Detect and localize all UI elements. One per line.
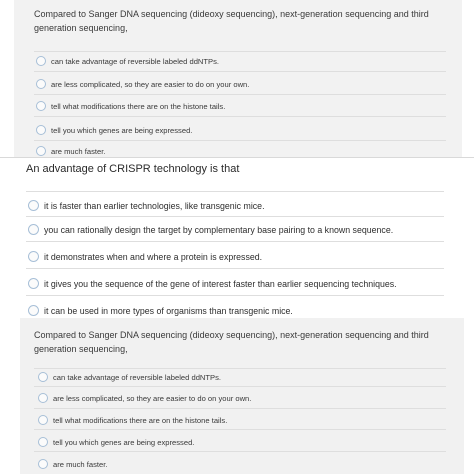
radio-button[interactable] <box>36 56 46 66</box>
answer-option-label: are much faster. <box>53 459 108 469</box>
radio-button[interactable] <box>28 224 39 235</box>
divider <box>34 116 446 117</box>
radio-button[interactable] <box>38 437 48 447</box>
answer-option[interactable] <box>28 250 262 263</box>
answer-option-label: can take advantage of reversible labeled ddNTPs. <box>51 56 220 66</box>
answer-option-label: tell you which genes are being expressed. <box>53 437 195 447</box>
radio-button[interactable] <box>36 79 46 89</box>
divider <box>34 140 446 141</box>
radio-button[interactable] <box>36 146 46 156</box>
answer-option[interactable] <box>28 277 397 290</box>
radio-button[interactable] <box>38 393 48 403</box>
radio-button[interactable] <box>28 305 39 316</box>
divider <box>34 451 446 452</box>
radio-button[interactable] <box>36 125 46 135</box>
question-panel-crispr <box>0 157 474 320</box>
answer-option[interactable] <box>38 371 221 383</box>
radio-button[interactable] <box>38 372 48 382</box>
answer-option[interactable] <box>28 304 293 317</box>
question-prompt: Compared to Sanger DNA sequencing (dideoxy sequencing), next-generation sequencing and third generation sequencing, <box>34 9 429 33</box>
question-panel-sequencing-bottom <box>20 318 464 474</box>
divider <box>34 429 446 430</box>
divider <box>26 241 444 242</box>
answer-option-label: can take advantage of reversible labeled ddNTPs. <box>53 372 222 382</box>
divider <box>26 216 444 217</box>
divider <box>26 295 444 296</box>
answer-option[interactable] <box>36 55 219 67</box>
divider <box>34 408 446 409</box>
answer-option[interactable] <box>36 100 225 112</box>
answer-option[interactable] <box>38 436 194 448</box>
divider <box>34 368 446 369</box>
answer-option-label: it is faster than earlier technologies, like transgenic mice. <box>44 200 265 211</box>
question-prompt: Compared to Sanger DNA sequencing (dideoxy sequencing), next-generation sequencing and third generation sequencing, <box>34 330 429 354</box>
divider <box>26 268 444 269</box>
answer-option[interactable] <box>36 124 192 136</box>
divider <box>34 51 446 52</box>
answer-option[interactable] <box>38 414 227 426</box>
answer-option[interactable] <box>28 223 393 236</box>
radio-button[interactable] <box>28 278 39 289</box>
answer-option-label: tell what modifications there are on the histone tails. <box>51 101 226 111</box>
answer-option[interactable] <box>36 145 105 157</box>
radio-button[interactable] <box>36 101 46 111</box>
answer-option-label: are much faster. <box>51 146 106 156</box>
answer-option-label: tell you which genes are being expressed. <box>51 125 193 135</box>
answer-option[interactable] <box>38 392 251 404</box>
answer-option[interactable] <box>38 458 107 470</box>
radio-button[interactable] <box>28 200 39 211</box>
question-panel-sequencing-top <box>14 0 462 160</box>
question-prompt: An advantage of CRISPR technology is that <box>26 163 240 175</box>
answer-option[interactable] <box>36 78 249 90</box>
answer-option-label: it demonstrates when and where a protein is expressed. <box>44 251 263 262</box>
answer-option-label: are less complicated, so they are easier to do on your own. <box>51 79 250 89</box>
answer-option[interactable] <box>28 199 265 212</box>
answer-option-label: you can rationally design the target by complementary base pairing to a known sequence. <box>44 224 394 235</box>
answer-option-label: are less complicated, so they are easier to do on your own. <box>53 393 252 403</box>
divider <box>26 191 444 192</box>
radio-button[interactable] <box>38 415 48 425</box>
radio-button[interactable] <box>28 251 39 262</box>
divider <box>34 386 446 387</box>
radio-button[interactable] <box>38 459 48 469</box>
answer-option-label: it gives you the sequence of the gene of interest faster than earlier sequencing techniques. <box>44 278 397 289</box>
answer-option-label: it can be used in more types of organisms than transgenic mice. <box>44 305 293 316</box>
answer-option-label: tell what modifications there are on the histone tails. <box>53 415 228 425</box>
divider <box>34 71 446 72</box>
divider <box>34 94 446 95</box>
